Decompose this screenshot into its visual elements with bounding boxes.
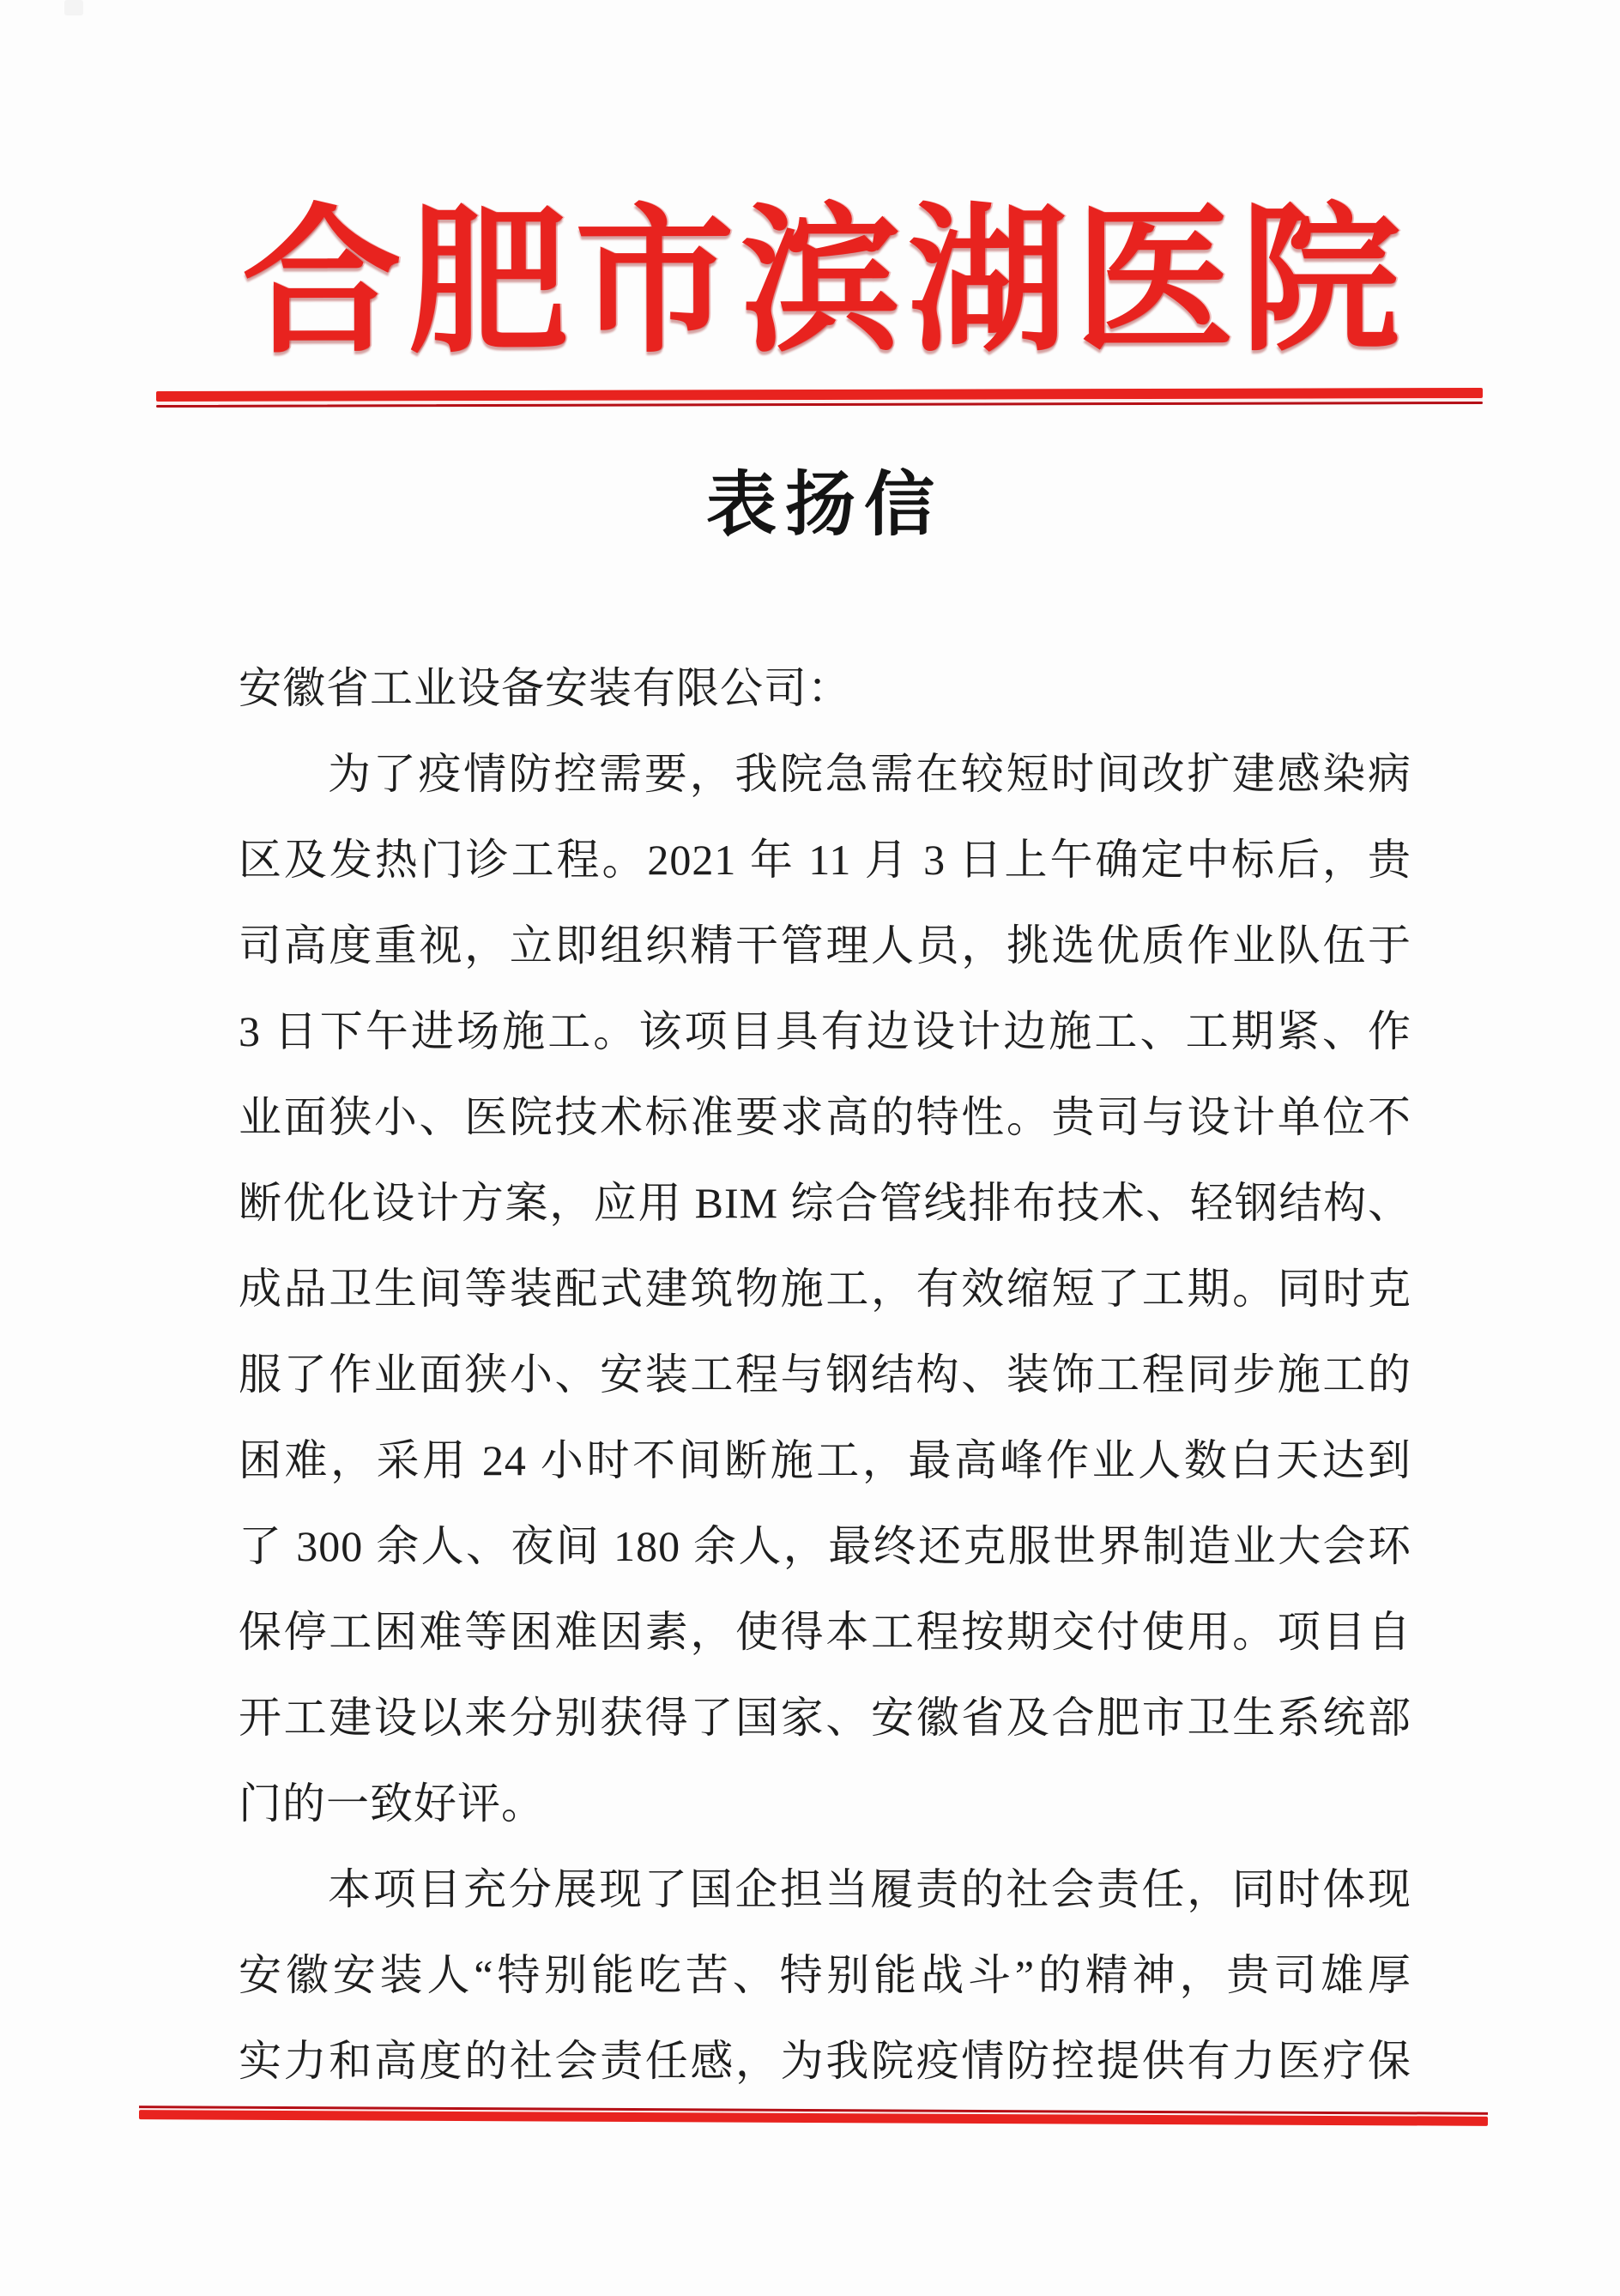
letter-body-line: 安徽安装人“特别能吃苦、特别能战斗”的精神，贵司雄厚: [239, 1951, 1411, 1999]
letter-title: 表扬信: [705, 466, 943, 544]
letterhead-rule: [156, 388, 1483, 408]
letter-body-line: 为了疫情防控需要，我院急需在较短时间改扩建感染病: [328, 750, 1411, 798]
letter-body-line: 3 日下午进场施工。该项目具有边设计边施工、工期紧、作: [239, 1007, 1411, 1055]
letter-body-line: 断优化设计方案，应用 BIM 综合管线排布技术、轻钢结构、: [239, 1179, 1411, 1227]
footer-rule: [139, 2106, 1488, 2126]
letter-body-line: 门的一致好评。: [239, 1779, 545, 1828]
letter-body-line: 保停工困难等困难因素，使得本工程按期交付使用。项目自: [239, 1608, 1411, 1656]
letter-body-line: 了 300 余人、夜间 180 余人，最终还克服世界制造业大会环: [239, 1522, 1411, 1570]
letter-body-line: 区及发热门诊工程。2021 年 11 月 3 日上午确定中标后，贵: [239, 836, 1411, 884]
letter-body-line: 本项目充分展现了国企担当履责的社会责任，同时体现: [328, 1865, 1411, 1913]
letter-body-line: 成品卫生间等装配式建筑物施工，有效缩短了工期。同时克: [239, 1265, 1411, 1313]
letter-body-line: 困难，采用 24 小时不间断施工，最高峰作业人数白天达到: [239, 1436, 1411, 1484]
letterhead-org-name: 合肥市滨湖医院: [241, 193, 1408, 373]
scan-artifact: [64, 0, 83, 15]
letter-body-line: 开工建设以来分别获得了国家、安徽省及合肥市卫生系统部: [239, 1694, 1411, 1742]
letter-body-line: 服了作业面狭小、安装工程与钢结构、装饰工程同步施工的: [239, 1350, 1411, 1399]
letter-body-line: 业面狭小、医院技术标准要求高的特性。贵司与设计单位不: [239, 1093, 1411, 1141]
letter-body-line: 实力和高度的社会责任感，为我院疫情防控提供有力医疗保: [239, 2037, 1411, 2085]
salutation-line: 安徽省工业设备安装有限公司：: [239, 664, 851, 712]
letter-body: [239, 645, 1411, 2104]
letter-body-line: 司高度重视，立即组织精干管理人员，挑选优质作业队伍于: [239, 921, 1411, 970]
